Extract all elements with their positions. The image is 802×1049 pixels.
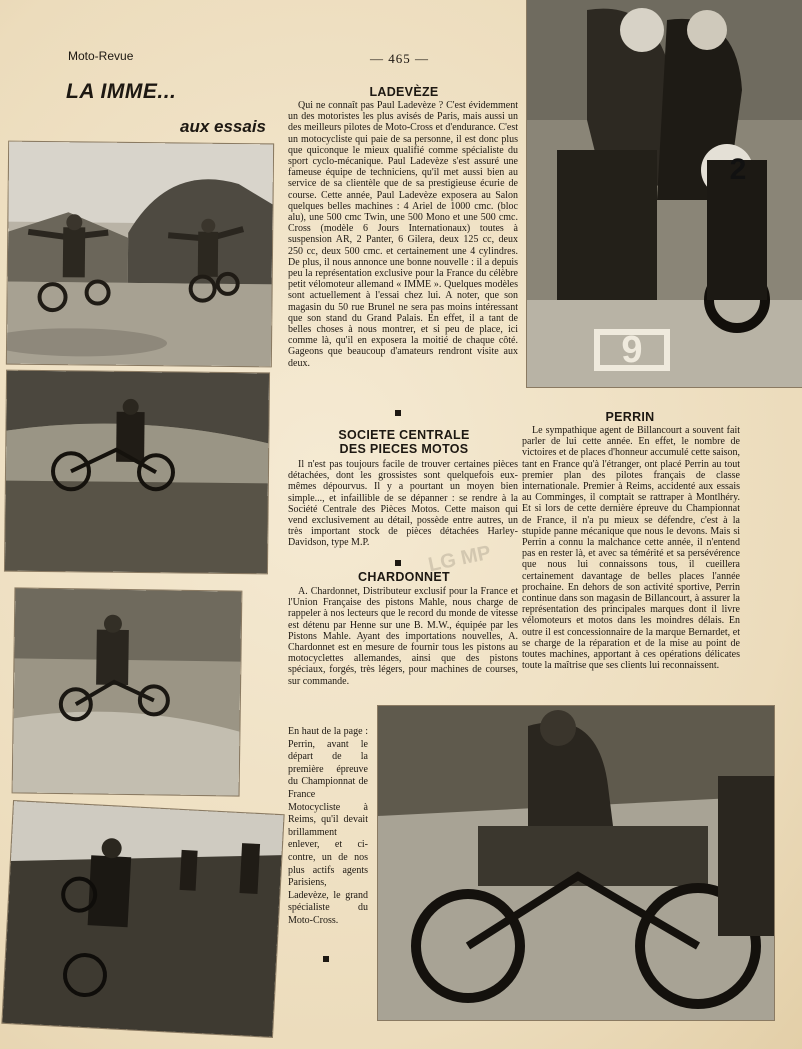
heading-chardonnet: CHARDONNET xyxy=(358,570,450,584)
photo-rider-water xyxy=(13,588,242,795)
photo-perrin-start xyxy=(527,0,802,387)
photo-rider-climb xyxy=(2,801,283,1037)
heading-ladeveze: LADEVÈZE xyxy=(369,85,439,99)
text-scpm xyxy=(288,459,518,549)
text-ladeveze xyxy=(288,100,518,369)
heading-scpm-line1: SOCIETE CENTRALE xyxy=(338,428,470,442)
separator-bullet xyxy=(323,956,329,962)
heading-scpm xyxy=(290,428,518,456)
photo-riders-arms-out xyxy=(7,142,273,367)
photo-caption: En haut de la page : Perrin, avant le départ de la première épreuve du Championnat de France Motocycliste à Reims, qu'il devait brillamment enlever, et ci-contre, un de nos plus actifs agents Parisiens, Ladevèze, le grand spécialiste du Moto-Cross. xyxy=(288,726,368,926)
magazine-name: Moto-Revue xyxy=(68,49,134,63)
separator-bullet xyxy=(395,560,401,566)
page-number: — 465 — xyxy=(370,51,429,66)
article-title: LA IMME... xyxy=(66,80,177,103)
paragraph-scpm: Il n'est pas toujours facile de trouver certaines pièces détachées, dont les grossistes sont quelquefois eux-mêmes dépourvus. Il y a pourtant un moyen bien simple..., et infaillible de se dépanner : se rendre à la Société Centrale des Pièces Motos. Cette maison qui vend exclusivement au détail, possède entre autres, un très important stock de pièces détachées Harley-Davidson, type M.P. xyxy=(288,459,518,549)
text-perrin xyxy=(522,425,740,671)
article-subtitle: aux essais xyxy=(180,117,267,136)
photo-ladeveze-motocross xyxy=(378,706,774,1020)
paragraph-chardonnet: A. Chardonnet, Distributeur exclusif pour la France et l'Union Française des pistons Mahle, nous charge de rappeler à nos lecteurs que le record du monde de vitesse est détenu par Henne sur une B. M.W., équipée par les Pistons Mahle. Ayant des importations nouvelles, A. Chardonnet est en mesure de fournir tous les pistons au motocyclettes allemandes, ainsi que des pistons spéciaux, forgés, très légers, pour machines de courses, sur commande. xyxy=(288,586,518,687)
track-number: 9 xyxy=(621,329,643,371)
paragraph-perrin: Le sympathique agent de Billancourt a souvent fait parler de lui cette année. En effet, le nombre de victoires et de places d'honneur accumulé cette saison, tant en France qu'à l'étranger, ont placé Perrin au tout premier plan des pilotes français de classe internationale. Premier à Reims, accidenté aux essais au Comminges, il comptait se rattraper à Montlhéry. Et si lors de cette dernière épreuve du Championnat de France, il n'a pu mieux se défendre, c'est à la stupide panne mécanique que nous le devons. Mais si Perrin a connu la malchance cette année, il n'entend pas en rester là, et avec sa témérité et sa persévérence que nous lui connaissons tous, il cueillera certainement davantage de belles places l'année prochaine. En dehors de son activité sportive, Perrin continue dans son magasin de Billancourt, à assurer la représentation des principales marques dont il livre vélomoteurs et motos dans les moindres délais. En outre il est concessionnaire de la marque Bernardet, et se charge de la réparation et de la mise au point de toutes machines, apportant à ces opérations délicates toute la maîtrise que ses clients lui reconnaissent. xyxy=(522,425,740,672)
text-chardonnet xyxy=(288,586,518,687)
race-number-plate: 2 xyxy=(729,153,747,186)
heading-perrin: PERRIN xyxy=(605,410,655,424)
photo-rider-field xyxy=(5,371,269,574)
watermark-logo: LG MP xyxy=(426,541,493,577)
separator-bullet xyxy=(395,410,401,416)
heading-scpm-line2: DES PIECES MOTOS xyxy=(339,442,469,456)
paragraph-ladeveze: Qui ne connaît pas Paul Ladevèze ? C'est évidemment un des motoristes les plus avisés de Paris, mais aussi un des meilleurs pilotes de Moto-Cross et d'endurance. C'est un motocycliste qui paie de sa personne, il est donc plus que quiconque le mieux qualifié comme spécialiste du sport cyclo-mécanique. Paul Ladevèze s'est assuré une fameuse équipe de techniciens, qu'il met aussi bien au service de sa clientèle que de sa prestigieuse écurie de course. Cette année, Paul Ladevèze exposera au Salon quelques belles machines : 4 Ariel de 1000 cmc. (bloc alu), une 500 cmc Twin, une 500 Mono et une 500 cmc. Cross (modèle 6 Jours Internationaux) toutes à suspension AR, 2 Panter, 6 Gilera, deux 125 cc, deux 250 cc, deux 500 cmc. et certainement une 4 cylindres. De plus, il nous annonce une bonne nouvelle : il a depuis peu la représentation exclusive pour la France du célèbre petit vélomoteur allemand « IMME ». Quelques modèles sont actuellement à l'essai chez lui. A noter, que son magasin du 50 rue Brunel ne sera pas moins intéressant que son stand du Grand Palais. En effet, il a tant de belles choses à nous montrer, et si peu de place, ici comme là, qu'il en exposera la moitié de chaque côté. Gageons que beaucoup d'amateurs rendront visite aux deux. xyxy=(288,100,518,369)
